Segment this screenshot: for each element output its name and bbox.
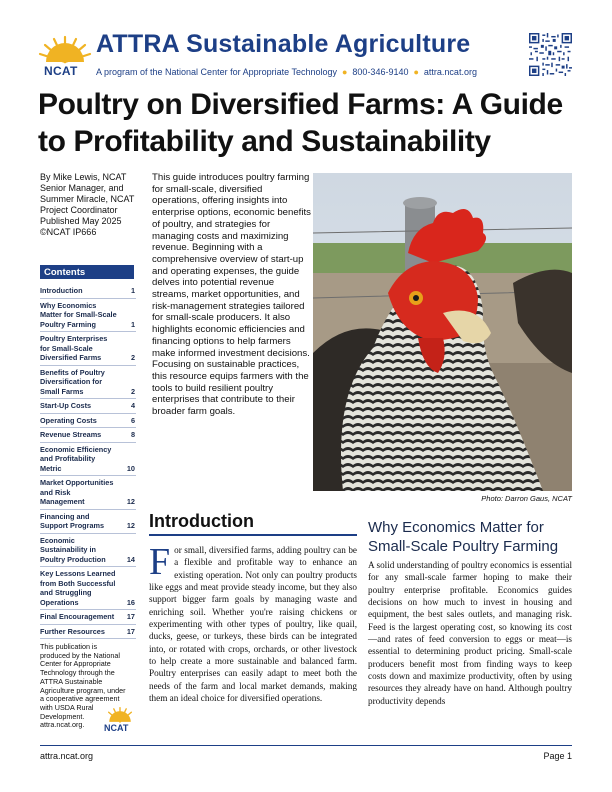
toc-item-page: 2 [130,386,135,396]
separator-dot: ● [413,67,419,77]
toc-item-page: 10 [126,463,135,473]
table-of-contents [40,284,136,639]
toc-item-label: Revenue Streams [40,430,102,439]
toc-item-economic-sustainability[interactable] [40,534,136,568]
toc-item-label: Introduction [40,286,83,295]
toc-item-label: Operating Costs [40,415,97,425]
toc-item-why-economics[interactable] [40,299,136,333]
toc-item-page: 4 [130,401,135,410]
introduction-text [149,541,357,704]
header-website-link[interactable]: attra.ncat.org [423,67,477,77]
toc-item-financing[interactable] [40,510,136,534]
toc-item-page: 12 [126,521,135,530]
logo-text: NCAT [44,64,78,78]
toc-item-page: 8 [130,430,135,439]
toc-item-label: Market Opportunities and Risk Management [40,478,114,506]
toc-item-page: 17 [126,612,135,621]
toc-item-label: Final Encouragement [40,612,115,621]
toc-item-revenue-streams[interactable] [40,428,136,443]
page-number: Page 1 [543,751,572,761]
toc-item-poultry-enterprises[interactable] [40,332,136,366]
toc-item-page: 6 [130,415,135,425]
tagline-text: A program of the National Center for Appropriate Technology [96,67,337,77]
page-title: Poultry on Diversified Farms: A Guide to Profitability and Sustainability [38,88,563,158]
toc-item-label: Financing and Support Programs [40,511,105,530]
toc-item-benefits[interactable] [40,366,136,400]
toc-item-further-resources[interactable] [40,625,136,640]
toc-item-label: Economic Efficiency and Profitability Metric [40,444,112,473]
sun-icon [38,34,92,64]
photo-caption: Photo: Darron Gaus, NCAT [481,494,572,503]
toc-item-label: Start-Up Costs [40,401,92,410]
drop-cap: F [149,541,171,583]
qr-code[interactable] [529,33,572,76]
why-economics-text: A solid understanding of poultry economics is essential for any small-scale farmer hoping to make their poultry enterprise profitable. Economics guides decisions on how much to invest in housing and equipment, the best sales outlets, and managing risk. Feed is the largest operating cost, so knowing its cost—and rates of feed conversion to eggs or meat—is essential to determining product pricing. Small-scale producers benefit most from finding ways to keep costs down and maximize productivity, often by using resources they already have on hand. Although poultry productivity depends [368,560,572,706]
toc-item-economic-efficiency[interactable] [40,443,136,477]
toc-item-page: 17 [126,626,135,636]
byline: By Mike Lewis, NCAT Senior Manager, and Summer Miracle, NCAT Project Coordinator Published May 2025 ©NCAT IP666 [40,172,135,237]
sun-icon [104,706,136,723]
toc-item-page: 14 [126,554,135,564]
phone-number[interactable]: 800-346-9140 [352,67,409,77]
introduction-body: or small, diversified farms, adding poultry can be a flexible and profitable way to enhance an existing operation. Not only can poultry products like eggs and meat provide steady income, but they also support bigger farm goals by managing waste and enriching soil. Whether you're raising chickens or experimenting with other types of poultry, like quail, ducks, geese, or turkeys, these birds can be integrated into, or rotated with crops, orchards, or other livestock to help create a more sustainable and balanced farm. Poultry enterprises can easily adapt to meet both the needs of the farm and local market demands, making them an ideal choice for diversified operations. [149,545,357,704]
toc-item-page: 1 [130,286,135,295]
toc-item-label: Key Lessons Learned from Both Successful and Struggling Operations [40,569,116,607]
chicken-photo [313,173,572,491]
toc-item-key-lessons[interactable] [40,567,136,610]
brand-title: ATTRA Sustainable Agriculture [96,30,471,58]
separator-dot: ● [341,67,348,77]
toc-item-label: Poultry Enterprises for Small-Scale Diversified Farms [40,334,108,362]
toc-item-label: Why Economics Matter for Small-Scale Poultry Farming [40,300,117,329]
contents-heading: Contents [40,265,134,279]
toc-item-market-opportunities[interactable] [40,476,136,510]
toc-item-page: 1 [130,319,135,329]
toc-item-page: 12 [126,497,135,506]
toc-item-page: 16 [126,597,135,607]
toc-item-start-up-costs[interactable] [40,399,136,414]
why-economics-heading: Why Economics Matter for Small-Scale Poultry Farming [368,519,559,555]
toc-item-operating-costs[interactable] [40,414,136,429]
introduction-heading: Introduction [149,511,254,531]
toc-item-label: Further Resources [40,626,105,636]
section-divider [149,534,357,536]
ncat-logo [38,34,92,80]
footer-divider [40,745,572,746]
ncat-logo-small [104,706,136,734]
summary-text: This guide introduces poultry farming for small-scale, diversified operations, offering insights into enterprise options, economic benefits of poultry, and strategies for managing costs and maximizing revenue. Beginning with a comprehensive overview of start-up and operating expenses, the guide delves into potential revenue streams, market opportunities, and risk-management strategies tailored for small-scale producers. It also highlights economic efficiencies and financing options to help farmers make informed investment decisions. Focusing on sustainable practices, this resource equips farmers with the tools to build resilient poultry enterprises that contribute to their broader farm goals. [152,172,311,418]
toc-item-label: Benefits of Poultry Diversification for Small Farms [40,367,105,396]
footer-website-link[interactable]: attra.ncat.org [40,751,94,761]
logo-text: NCAT [104,723,129,733]
toc-item-introduction[interactable] [40,284,136,299]
tagline [96,67,477,77]
toc-item-final-encouragement[interactable] [40,610,136,625]
toc-item-page: 2 [130,353,135,362]
publication-note: This publication is produced by the National Center for Appropriate Technology through the ATTRA Sustainable Agriculture program, under a cooperative agreement with USDA Rural Development. attra.ncat.org. [40,642,126,730]
toc-item-label: Economic Sustainability in Poultry Production [40,535,106,564]
